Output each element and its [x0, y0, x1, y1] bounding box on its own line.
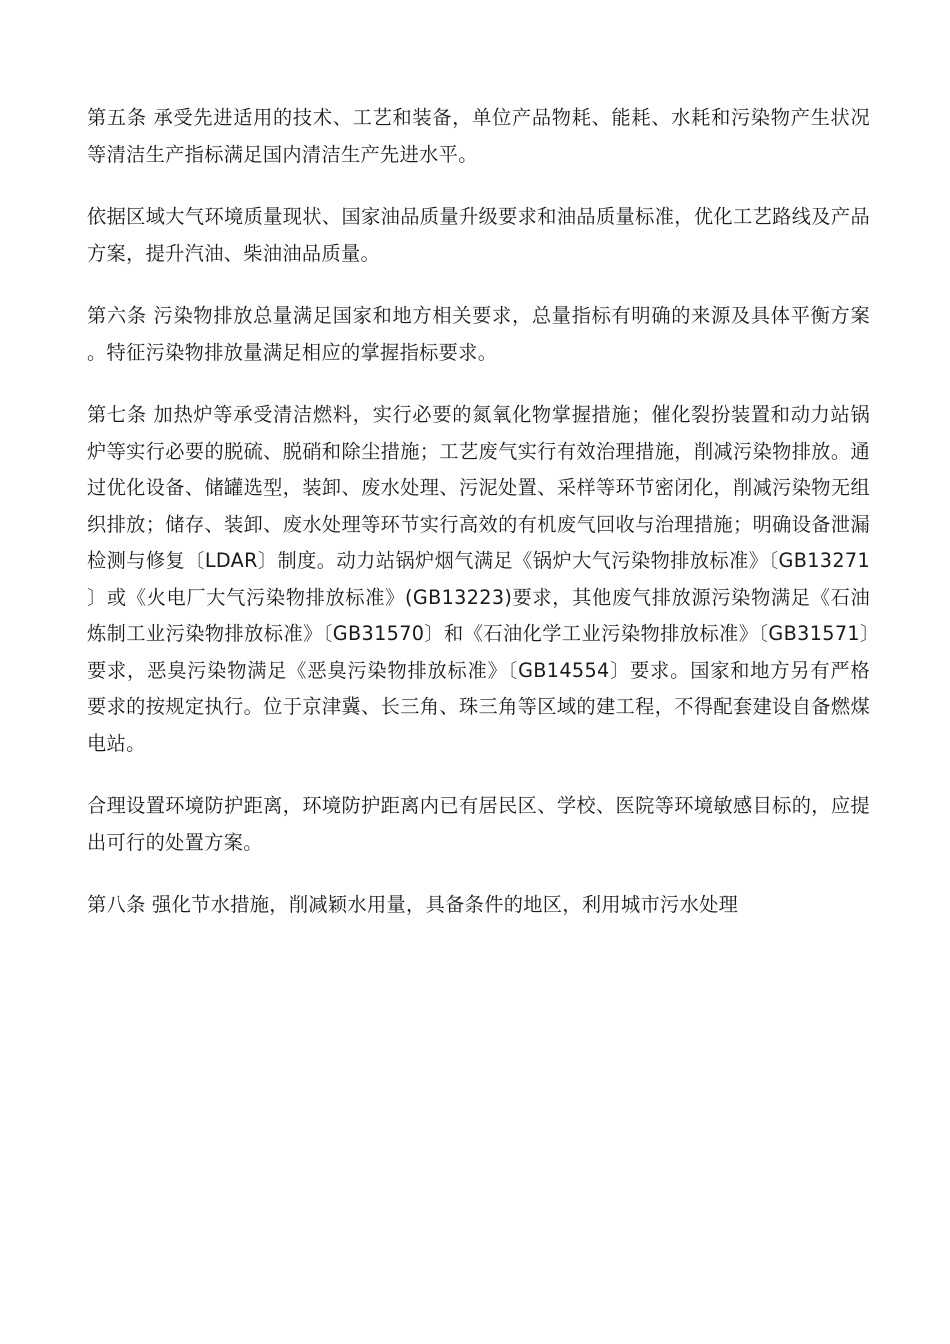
- document-body: [87, 100, 870, 924]
- paragraph-protection-distance: 合理设置环境防护距离，环境防护距离内已有居民区、学校、医院等环境敏感目标的，应提出可行的处置方案。: [87, 794, 870, 854]
- paragraph-article-6: 第六条 污染物排放总量满足国家和地方相关要求，总量指标有明确的来源及具体平衡方案。特征污染物排放量满足相应的掌握指标要求。: [87, 304, 870, 364]
- paragraph-article-5: 第五条 承受先进适用的技术、工艺和装备，单位产品物耗、能耗、水耗和污染物产生状况等清洁生产指标满足国内清洁生产先进水平。: [87, 106, 870, 166]
- paragraph-fuel-quality: 依据区域大气环境质量现状、国家油品质量升级要求和油品质量标准，优化工艺路线及产品方案，提升汽油、柴油油品质量。: [87, 205, 870, 265]
- paragraph-article-7: 第七条 加热炉等承受清洁燃料，实行必要的氮氧化物掌握措施；催化裂扮装置和动力站锅炉等实行必要的脱硫、脱硝和除尘措施；工艺废气实行有效治理措施，削减污染物排放。通过优化设备、储罐选型，装卸、废水处理、污泥处置、采样等环节密闭化，削减污染物无组织排放；储存、装卸、废水处理等环节实行高效的有机废气回收与治理措施；明确设备泄漏检测与修复〔LDAR〕制度。动力站锅炉烟气满足《锅炉大气污染物排放标准》〔GB13271〕或《火电厂大气污染物排放标准》(GB13223)要求，其他废气排放源污染物满足《石油炼制工业污染物排放标准》〔GB31570〕和《石油化学工业污染物排放标准》〔GB31571〕要求，恶臭污染物满足《恶臭污染物排放标准》〔GB14554〕要求。国家和地方另有严格要求的按规定执行。位于京津冀、长三角、珠三角等区域的建工程，不得配套建设自备燃煤电站。: [87, 403, 870, 755]
- paragraph-article-8: 第八条 强化节水措施，削减颖水用量，具备条件的地区，利用城市污水处理: [87, 893, 739, 916]
